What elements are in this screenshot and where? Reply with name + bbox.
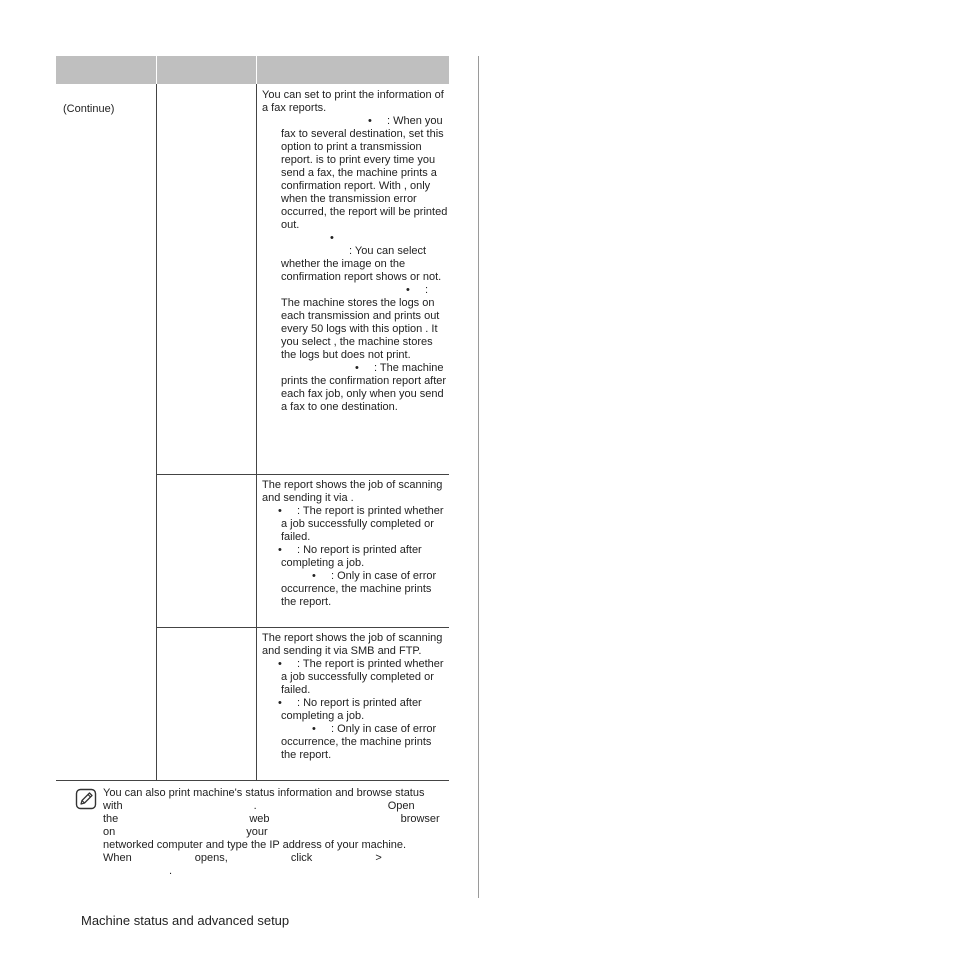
column-divider-2	[256, 84, 257, 780]
fax-report-option-1: • : When you fax to several destination, set this option to print a transmission report. is to print every time you send a fax, the machine prints a confirmation report. With , only when the transmission error occurred, the report will be printed out.	[262, 115, 448, 232]
scan-email-report-option-1: • : The report is printed whether a job successfully completed or failed.	[262, 505, 448, 544]
fax-report-option-2: • : You can select whether the image on the confirmation report shows or not.	[262, 232, 448, 284]
fax-report-option-3: • : The machine stores the logs on each transmission and prints out every 50 logs with this option . It you select , the machine stores the logs but does not print.	[262, 284, 448, 362]
continue-label: (Continue)	[63, 103, 115, 115]
fax-report-description	[262, 89, 448, 414]
row-divider-2	[156, 627, 449, 628]
scan-server-report-option-3: • : Only in case of error occurrence, the machine prints the report.	[262, 723, 448, 762]
column-divider-1	[156, 84, 157, 780]
scan-server-report-option-2: • : No report is printed after completing a job.	[262, 697, 448, 723]
scan-email-report-option-2: • : No report is printed after completing a job.	[262, 544, 448, 570]
note-line-1: You can also print machine's status information and browse status	[103, 787, 425, 799]
note-line-2: with . Open the web browser on your	[103, 800, 440, 838]
note-line-3: networked computer and type the IP address of your machine.	[103, 839, 407, 851]
header-separator	[156, 56, 157, 84]
table-bottom-border	[56, 780, 449, 781]
scan-server-report-description	[262, 632, 448, 762]
note-line-5: .	[169, 865, 173, 877]
scan-server-report-intro: The report shows the job of scanning and sending it via SMB and FTP.	[262, 632, 443, 657]
note-text	[103, 787, 453, 878]
page-footer: Machine status and advanced setup	[81, 913, 290, 928]
scan-email-report-option-3: • : Only in case of error occurrence, the machine prints the report.	[262, 570, 448, 609]
table-header	[56, 56, 449, 84]
page-column-divider	[478, 56, 479, 898]
fax-report-intro: You can set to print the information of a fax reports.	[262, 89, 444, 114]
scan-email-report-description	[262, 479, 448, 609]
note-line-4: When opens, click >	[103, 852, 382, 864]
note-pencil-icon	[75, 788, 97, 810]
row-divider-1	[156, 474, 449, 475]
scan-server-report-option-1: • : The report is printed whether a job successfully completed or failed.	[262, 658, 448, 697]
header-separator	[256, 56, 257, 84]
fax-report-option-4: • : The machine prints the confirmation report after each fax job, only when you send a fax to one destination.	[262, 362, 448, 414]
scan-email-report-intro: The report shows the job of scanning and sending it via .	[262, 479, 443, 504]
